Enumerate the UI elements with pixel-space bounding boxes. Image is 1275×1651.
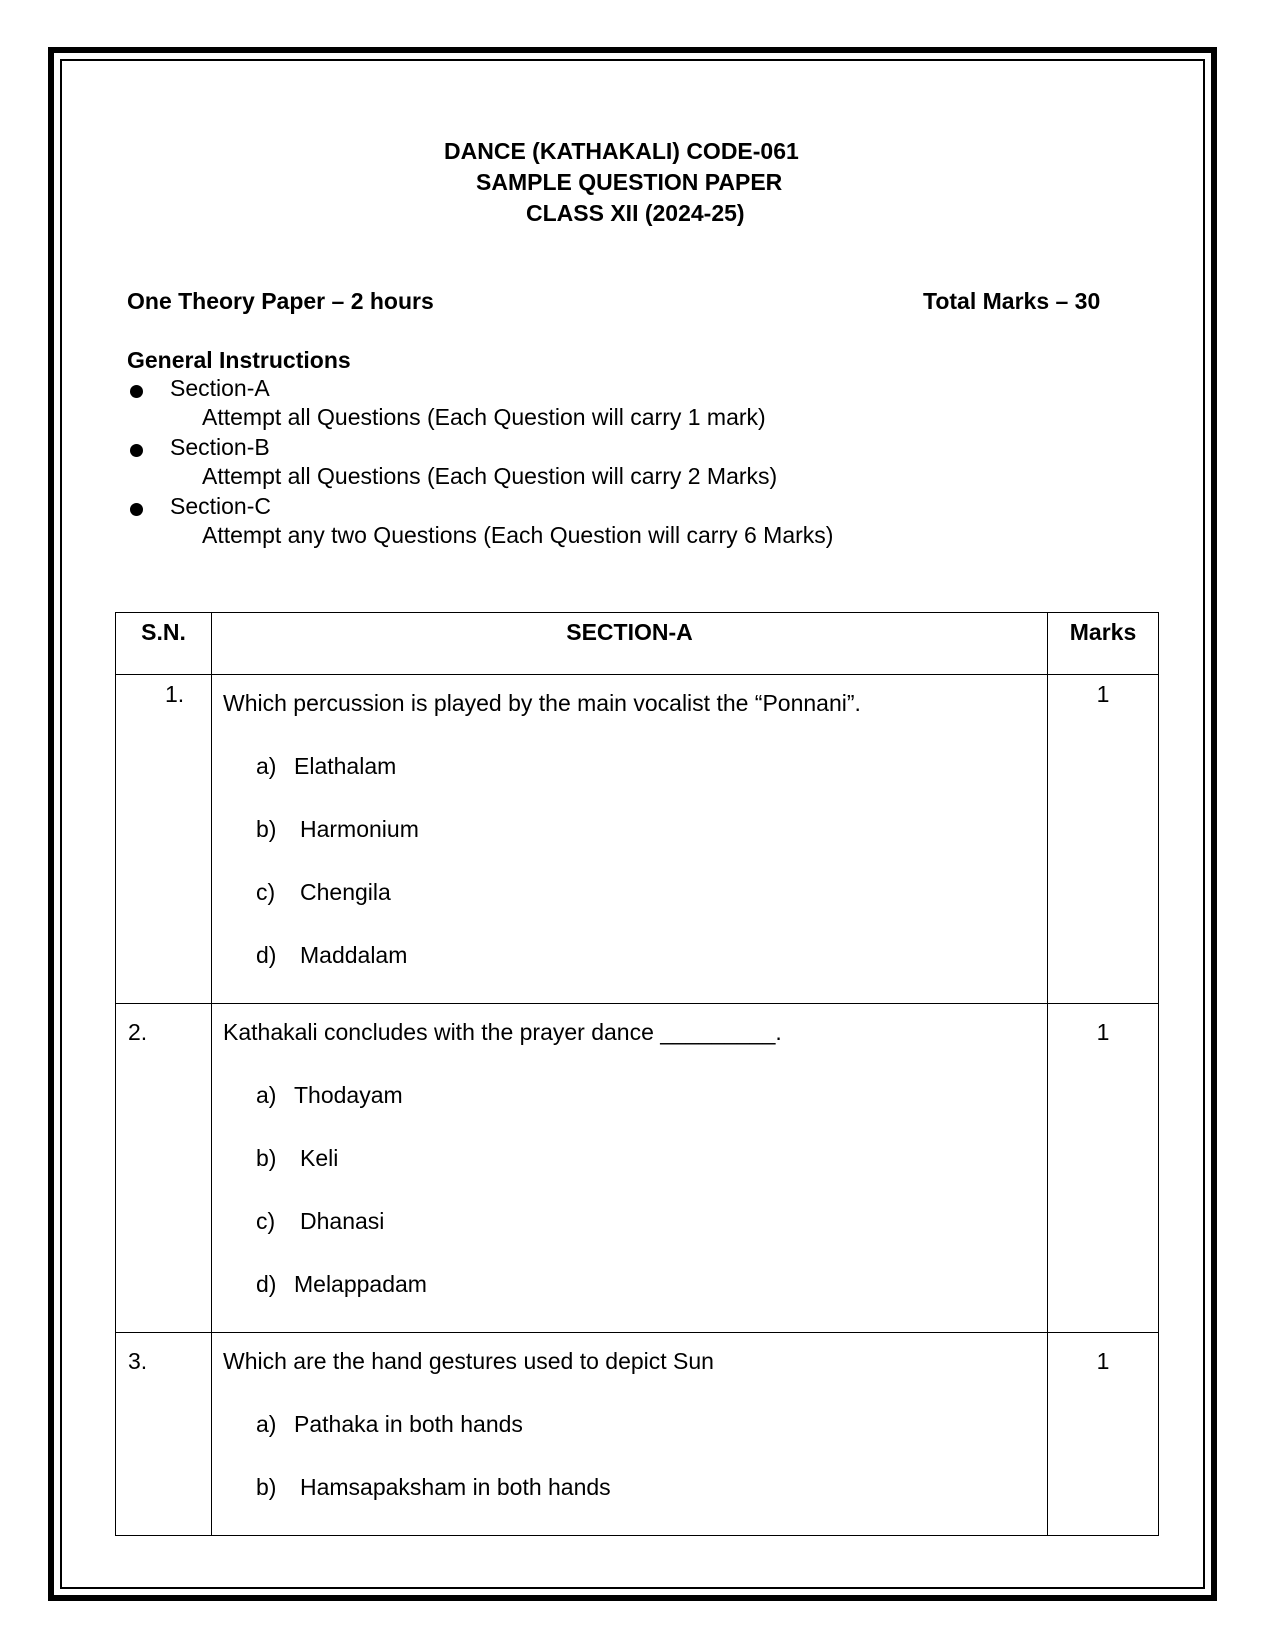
bullet-icon	[130, 444, 143, 457]
table-row	[116, 675, 1159, 1004]
instruction-text: Attempt all Questions (Each Question will carry 2 Marks)	[202, 463, 778, 489]
instruction-section: Section-A	[170, 375, 270, 401]
instruction-section: Section-C	[170, 493, 271, 519]
question-number: 2.	[116, 1004, 212, 1333]
question-content	[212, 1004, 1048, 1333]
instruction-section: Section-B	[170, 434, 270, 460]
general-instructions	[127, 345, 834, 548]
instruction-text: Attempt all Questions (Each Question will carry 1 mark)	[202, 404, 766, 430]
answer-option: c) Chengila	[256, 879, 391, 905]
question-content	[212, 675, 1048, 1004]
bullet-icon	[130, 385, 143, 398]
answer-option: a) Thodayam	[256, 1082, 403, 1108]
question-text: Which are the hand gestures used to depict Sun	[223, 1348, 714, 1374]
answer-option: a) Pathaka in both hands	[256, 1411, 523, 1437]
answer-option: a) Elathalam	[256, 753, 397, 779]
question-number: 1.	[116, 675, 212, 1004]
question-table	[115, 612, 1159, 1536]
header-marks: Marks	[1048, 613, 1159, 675]
answer-option: b) Hamsapaksham in both hands	[256, 1474, 611, 1500]
answer-option: c) Dhanasi	[256, 1208, 385, 1234]
question-marks: 1	[1048, 1004, 1159, 1333]
question-content	[212, 1333, 1048, 1536]
question-marks: 1	[1048, 675, 1159, 1004]
header-sn: S.N.	[116, 613, 212, 675]
bullet-icon	[130, 503, 143, 516]
total-marks: Total Marks – 30	[923, 288, 1101, 314]
table-row	[116, 1333, 1159, 1536]
subject-title: DANCE (KATHAKALI) CODE-061	[444, 138, 799, 164]
paper-type-title: SAMPLE QUESTION PAPER	[476, 169, 783, 195]
answer-option: d) Melappadam	[256, 1271, 427, 1297]
question-number: 3.	[116, 1333, 212, 1536]
answer-option: d) Maddalam	[256, 942, 408, 968]
paper-duration: One Theory Paper – 2 hours	[127, 288, 434, 314]
question-marks: 1	[1048, 1333, 1159, 1536]
answer-option: b) Harmonium	[256, 816, 419, 842]
instruction-text: Attempt any two Questions (Each Question will carry 6 Marks)	[202, 522, 834, 548]
answer-option: b) Keli	[256, 1145, 339, 1171]
header-section: SECTION-A	[212, 613, 1048, 675]
table-row	[116, 1004, 1159, 1333]
table-header-row	[116, 613, 1159, 675]
question-text: Which percussion is played by the main vocalist the “Ponnani”.	[223, 690, 861, 716]
instructions-heading: General Instructions	[127, 347, 351, 373]
class-title: CLASS XII (2024-25)	[526, 200, 745, 226]
question-text: Kathakali concludes with the prayer dance _________.	[223, 1019, 782, 1045]
